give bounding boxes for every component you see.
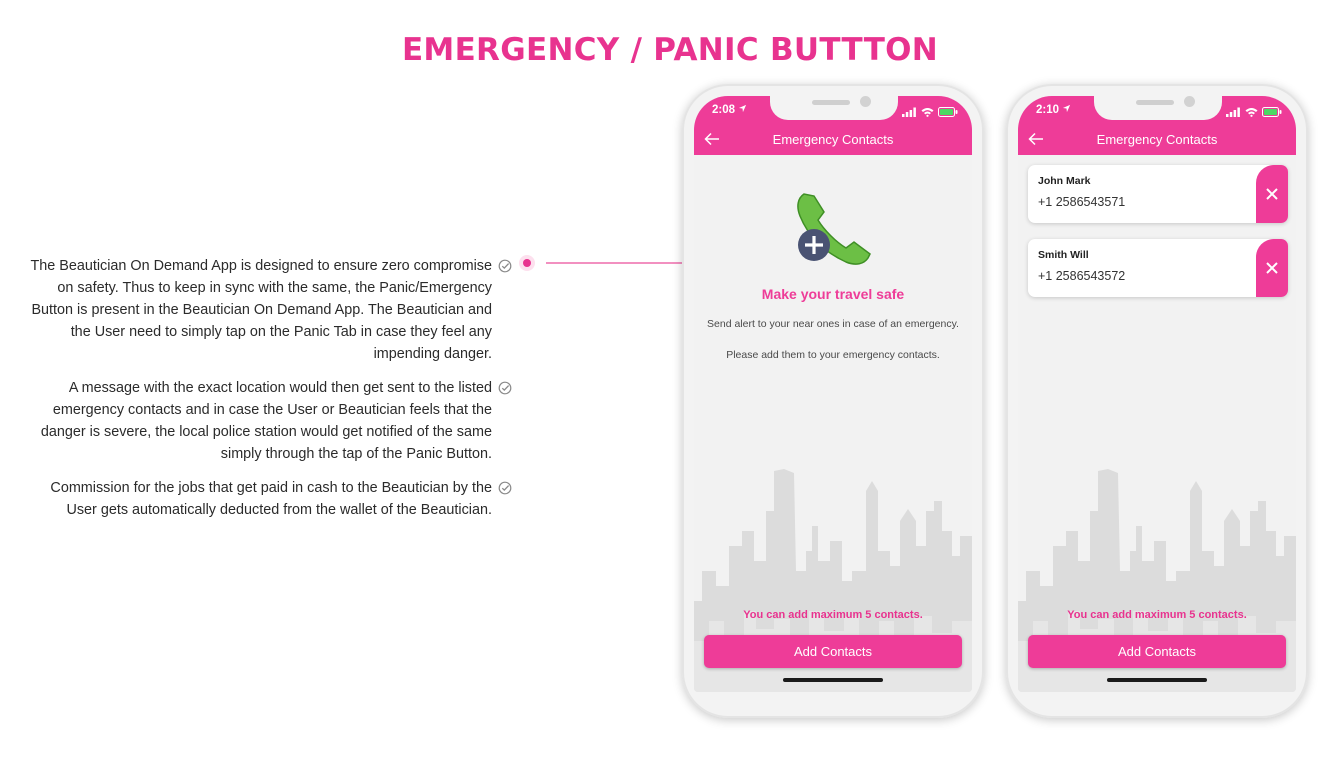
remove-contact-button[interactable] bbox=[1256, 165, 1288, 223]
speaker bbox=[1136, 100, 1174, 105]
max-contacts-note: You can add maximum 5 contacts. bbox=[743, 609, 923, 621]
max-contacts-note: You can add maximum 5 contacts. bbox=[1067, 609, 1247, 621]
header-title: Emergency Contacts bbox=[772, 132, 894, 147]
battery-icon bbox=[938, 107, 958, 117]
time-label: 2:08 bbox=[712, 104, 736, 116]
status-icons bbox=[1226, 104, 1282, 122]
home-indicator[interactable] bbox=[1107, 678, 1207, 682]
feature-item bbox=[20, 377, 512, 465]
status-time bbox=[1036, 104, 1071, 116]
add-contacts-button[interactable]: Add Contacts bbox=[704, 635, 962, 668]
app-header bbox=[694, 96, 972, 155]
time-label: 2:10 bbox=[1036, 104, 1060, 116]
location-arrow-icon bbox=[738, 104, 747, 113]
remove-contact-button[interactable] bbox=[1256, 239, 1288, 297]
signal-icon bbox=[1226, 107, 1240, 117]
add-contacts-button[interactable]: Add Contacts bbox=[1028, 635, 1286, 668]
feature-text: The Beautician On Demand App is designed to ensure zero compromise on safety. Thus to keep in sync with the same, the Panic/Emergency Button is present in the Beautician On Demand App. The Beautician and the User need to simply tap on the Panic Tab in case they feel any impending danger. bbox=[30, 258, 492, 362]
wifi-icon bbox=[1245, 107, 1258, 117]
check-circle-icon bbox=[498, 381, 512, 395]
speaker bbox=[812, 100, 850, 105]
feature-item bbox=[20, 255, 512, 365]
battery-icon bbox=[1262, 107, 1282, 117]
feature-text: A message with the exact location would then get sent to the listed emergency contacts and in case the User or Beautician feels that the danger is severe, the local police station would get notified of the same simply through the tap of the Panic Button. bbox=[40, 380, 492, 462]
contact-name: John Mark bbox=[1038, 175, 1091, 187]
close-icon bbox=[1265, 187, 1279, 201]
feature-text: Commission for the jobs that get paid in cash to the Beautician by the User gets automatically deducted from the wallet of the Beautician. bbox=[50, 480, 492, 518]
wifi-icon bbox=[921, 107, 934, 117]
phone-add-icon bbox=[794, 188, 874, 268]
app-header bbox=[1018, 96, 1296, 155]
status-icons bbox=[902, 104, 958, 122]
contact-name: Smith Will bbox=[1038, 249, 1089, 261]
empty-state-instruction: Please add them to your emergency contacts. bbox=[726, 349, 940, 361]
empty-state-title: Make your travel safe bbox=[761, 286, 905, 302]
feature-item bbox=[20, 477, 512, 521]
phone-mockup-empty bbox=[682, 84, 984, 718]
connector-dot bbox=[519, 255, 535, 271]
phone-screen bbox=[1018, 96, 1296, 692]
signal-icon bbox=[902, 107, 916, 117]
feature-list bbox=[20, 255, 512, 533]
connector-line bbox=[546, 262, 688, 264]
contact-phone: +1 2586543571 bbox=[1038, 195, 1126, 209]
close-icon bbox=[1265, 261, 1279, 275]
phone-screen bbox=[694, 96, 972, 692]
phone-notch bbox=[1094, 96, 1222, 120]
page-title: EMERGENCY / PANIC BUTTTON bbox=[401, 32, 939, 68]
camera bbox=[860, 96, 871, 107]
check-circle-icon bbox=[498, 481, 512, 495]
status-time bbox=[712, 104, 747, 116]
camera bbox=[1184, 96, 1195, 107]
header-title: Emergency Contacts bbox=[1096, 132, 1218, 147]
empty-state-description: Send alert to your near ones in case of an emergency. bbox=[707, 318, 959, 330]
contact-phone: +1 2586543572 bbox=[1038, 269, 1126, 283]
contact-card[interactable] bbox=[1028, 239, 1288, 297]
phone-mockup-contacts bbox=[1006, 84, 1308, 718]
check-circle-icon bbox=[498, 259, 512, 273]
home-indicator[interactable] bbox=[783, 678, 883, 682]
location-arrow-icon bbox=[1062, 104, 1071, 113]
contact-card[interactable] bbox=[1028, 165, 1288, 223]
phone-notch bbox=[770, 96, 898, 120]
